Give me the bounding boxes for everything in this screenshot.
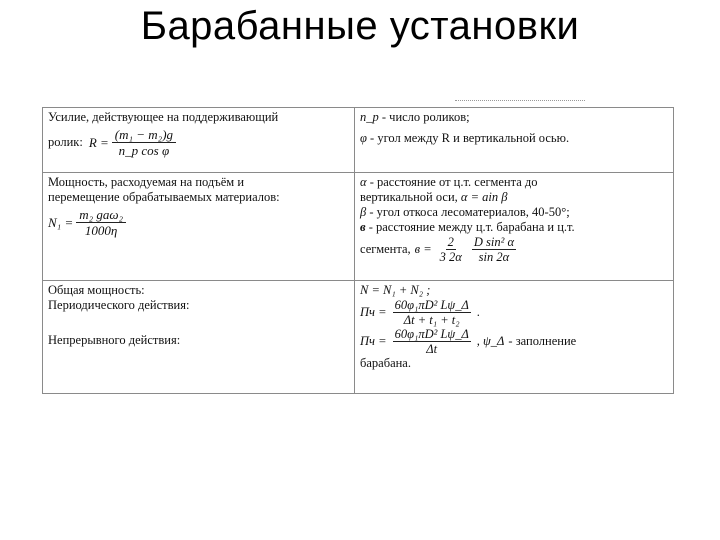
table-cell: α - расстояние от ц.т. сегмента до вертикальной оси, α = ain β β - угол откоса лесоматериалов, 40-50°; в - расстояние между ц.т. барабана и ц.т. сегмента, в = $\frac{2}{3 2\alpha}$ $\frac{\text{D sin² α}}{\sin 2\alpha}$: [355, 173, 674, 281]
continuous-formula-numerator: 60φ₁πD² Lψ_Δ: [394, 327, 469, 341]
power-formula: N₁ = $\frac{\text{m₂ gaω₂}}{1000\eta}$: [48, 207, 126, 238]
force-formula: R = $\frac{\text{(m₁ − m₂)g}}{\text{n\_p cos φ}}$: [89, 127, 176, 158]
total-power-formula: N = N₁ + N₂ ;: [360, 283, 431, 297]
symbol: φ: [360, 131, 367, 145]
power-formula-denominator: 1000η: [84, 223, 118, 238]
continuous-formula-denominator: Δt: [426, 342, 438, 356]
power-formula-numerator: m₂ gaω₂: [76, 207, 126, 223]
table-cell: Общая мощность: Периодического действия: Непрерывного действия:: [43, 281, 355, 394]
table-cell: [43, 108, 355, 173]
table-row: [43, 108, 674, 173]
force-formula-denominator: n_p cos φ: [118, 143, 170, 158]
formula-table: [42, 107, 674, 399]
table-row: [43, 281, 674, 394]
row1-left-label: ролик:: [48, 135, 83, 149]
table-cell: n_p - число роликов; φ - угол между R и вертикальной осью.: [355, 108, 674, 173]
table-row: [43, 173, 674, 281]
table-cell: Мощность, расходуемая на подъём и перемещение обрабатываемых материалов: N₁ = $\frac{\text{m₂ gaω₂}}{1000\eta}$: [43, 173, 355, 281]
row1-left-text: Усилие, действующее на поддерживающий: [48, 110, 279, 124]
periodic-formula-numerator: 60φ₁πD² Lψ_Δ: [394, 298, 469, 312]
symbol: n_p: [360, 110, 379, 124]
force-formula-numerator: (m₁ − m₂)g: [112, 127, 176, 143]
slide-title: Барабанные установки: [140, 4, 580, 48]
periodic-formula-denominator: Δt + t₁ + t₂: [403, 313, 460, 327]
table-cell: N = N₁ + N₂ ; Пч = $\frac{\text{60φ₁πD² Lψ\_Δ}}{\text{Δt + t₁ + t₂}}$ . Пч = $\frac{\text{60φ₁πD² Lψ\_Δ}}{\Delta t}$ , ψ_Δ - заполнение барабана.: [355, 281, 674, 394]
